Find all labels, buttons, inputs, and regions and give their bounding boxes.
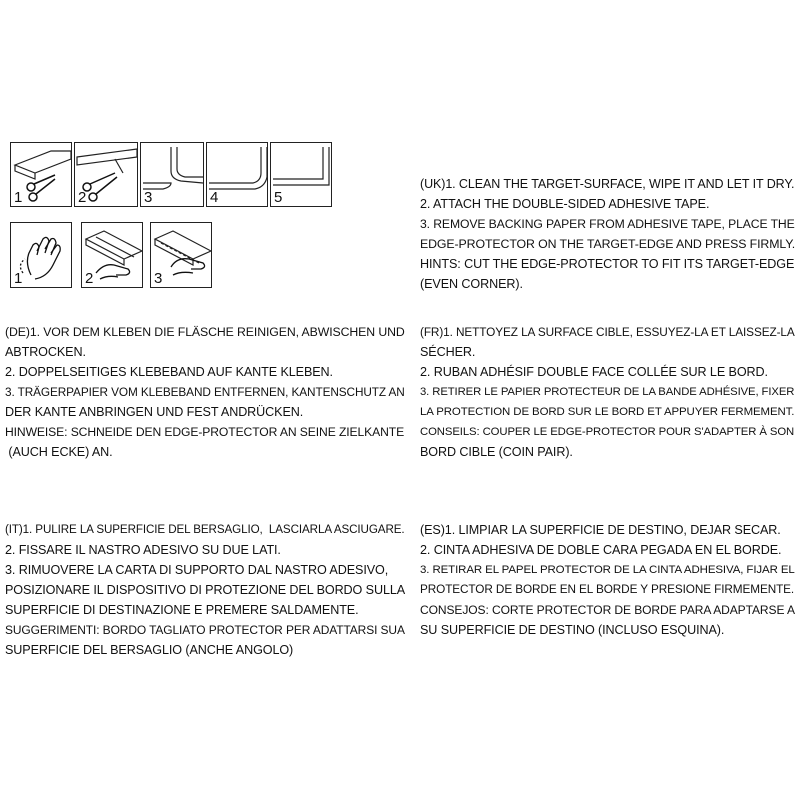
scissors-icon <box>83 173 117 201</box>
step-panel-5 <box>270 142 332 207</box>
step2-panel-1 <box>10 222 72 288</box>
text-line: EDGE-PROTECTOR ON THE TARGET-EDGE AND PRESS FIRMLY. <box>420 237 796 251</box>
instructions-de <box>5 322 405 462</box>
step-number: 3 <box>144 189 153 206</box>
step-number: 4 <box>210 189 219 206</box>
text-line: PROTECTOR DE BORDE EN EL BORDE Y PRESIONE FIRMEMENTE. <box>420 583 795 596</box>
step-number: 1 <box>14 189 23 206</box>
corner-edge-icon <box>143 147 203 189</box>
text-line: (UK)1. CLEAN THE TARGET-SURFACE, WIPE IT AND LET IT DRY. <box>420 177 795 191</box>
instructions-es <box>420 520 795 640</box>
text-line: 3. TRÄGERPAPIER VOM KLEBEBAND ENTFERNEN, KANTENSCHUTZ AN <box>5 385 405 399</box>
step-panel-3 <box>140 142 204 207</box>
text-line: 2. FISSARE IL NASTRO ADESIVO SU DUE LATI. <box>5 543 281 557</box>
text-line: ABTROCKEN. <box>5 345 86 359</box>
instructions-it <box>5 520 405 660</box>
step-number: 3 <box>154 270 163 287</box>
text-line: POSIZIONARE IL DISPOSITIVO DI PROTEZIONE DEL BORDO SULLA <box>5 583 406 597</box>
hand-icon <box>20 237 60 279</box>
text-line: (FR)1. NETTOYEZ LA SURFACE CIBLE, ESSUYEZ-LA ET LAISSEZ-LA <box>420 325 795 339</box>
tape-strip-icon <box>155 231 211 265</box>
instructions-uk <box>420 174 795 294</box>
step-panel-1 <box>10 142 72 207</box>
text-line: (DE)1. VOR DEM KLEBEN DIE FLÄSCHE REINIGEN, ABWISCHEN UND <box>5 325 405 339</box>
step-number: 2 <box>85 270 94 287</box>
text-line: CONSEJOS: CORTE PROTECTOR DE BORDE PARA ADAPTARSE A <box>420 603 795 617</box>
scissors-icon <box>27 175 55 201</box>
text-line: SUPERFICIE DI DESTINAZIONE E PREMERE SALDAMENTE. <box>5 603 359 617</box>
text-line: SÉCHER. <box>420 345 476 359</box>
step-panel-2 <box>74 142 138 207</box>
step-number: 2 <box>78 189 87 206</box>
text-line: HINTS: CUT THE EDGE-PROTECTOR TO FIT ITS TARGET-EDGE <box>420 257 795 271</box>
text-line: (AUCH ECKE) AN. <box>5 445 113 459</box>
step-panel-4 <box>206 142 268 207</box>
instructions-fr <box>420 322 795 462</box>
text-line: CONSEILS: COUPER LE EDGE-PROTECTOR POUR S'ADAPTER À SON <box>420 426 795 438</box>
step2-panel-3 <box>150 222 212 288</box>
tape-strip-icon <box>86 231 142 265</box>
text-line: (IT)1. PULIRE LA SUPERFICIE DEL BERSAGLIO, LASCIARLA ASCIUGARE. <box>5 523 405 536</box>
text-line: 3. REMOVE BACKING PAPER FROM ADHESIVE TAPE, PLACE THE <box>420 217 795 231</box>
text-line: LA PROTECTION DE BORD SUR LE BORD ET APPUYER FERMEMENT. <box>420 406 795 418</box>
text-line: HINWEISE: SCHNEIDE DEN EDGE-PROTECTOR AN SEINE ZIELKANTE <box>5 425 405 439</box>
text-line: 2. RUBAN ADHÉSIF DOUBLE FACE COLLÉE SUR LE BORD. <box>420 365 768 379</box>
corner-edge-icon <box>209 147 267 189</box>
text-line: SUGGERIMENTI: BORDO TAGLIATO PROTECTOR PER ADATTARSI SUA <box>5 623 405 637</box>
hand-icon <box>171 259 205 275</box>
text-line: 3. RETIRAR EL PAPEL PROTECTOR DE LA CINTA ADHESIVA, FIJAR EL <box>420 564 795 576</box>
text-line: BORD CIBLE (COIN PAIR). <box>420 445 573 459</box>
text-line: (EVEN CORNER). <box>420 277 523 291</box>
text-line: 2. DOPPELSEITIGES KLEBEBAND AUF KANTE KLEBEN. <box>5 365 333 379</box>
text-line: (ES)1. LIMPIAR LA SUPERFICIE DE DESTINO, DEJAR SECAR. <box>420 523 781 537</box>
step-number: 1 <box>14 270 23 287</box>
text-line: 3. RETIRER LE PAPIER PROTECTEUR DE LA BANDE ADHÉSIVE, FIXER <box>420 386 795 398</box>
hand-icon <box>96 265 130 279</box>
text-line: DER KANTE ANBRINGEN UND FEST ANDRÜCKEN. <box>5 405 304 419</box>
step2-panel-2 <box>81 222 143 288</box>
text-line: SU SUPERFICIE DE DESTINO (INCLUSO ESQUINA). <box>420 623 725 637</box>
text-line: 3. RIMUOVERE LA CARTA DI SUPPORTO DAL NASTRO ADESIVO, <box>5 563 389 577</box>
text-line: 2. ATTACH THE DOUBLE-SIDED ADHESIVE TAPE. <box>420 197 710 211</box>
corner-edge-icon <box>273 147 329 185</box>
text-line: SUPERFICIE DEL BERSAGLIO (ANCHE ANGOLO) <box>5 643 294 657</box>
step-number: 5 <box>274 189 283 206</box>
text-line: 2. CINTA ADHESIVA DE DOBLE CARA PEGADA EN EL BORDE. <box>420 543 782 557</box>
